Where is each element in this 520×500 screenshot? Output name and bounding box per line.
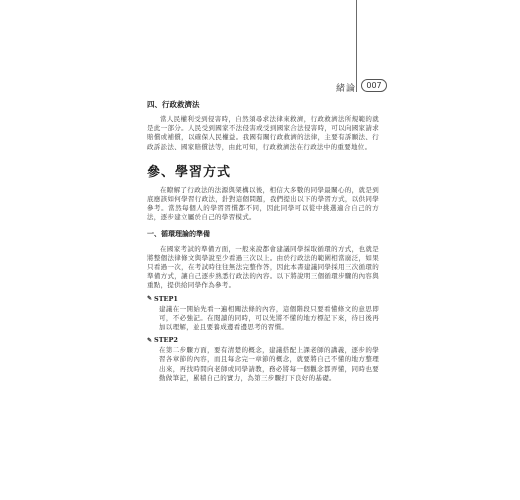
running-head: 緒論: [336, 84, 357, 94]
margin-rule: [356, 0, 357, 92]
subsection-heading-4: 四、行政救濟法: [147, 100, 200, 109]
step1-label: STEP1: [154, 294, 178, 303]
subsection-heading-1: 一、循環理論的準備: [147, 229, 210, 238]
paragraph-learning-intro: 在瞭解了行政法的法源與架構以後，相信大多數的同學最關心的，就是到底應該如何學習行政法，針對這個問題，我們提出以下的學習方式，以供同學參考。當然每個人的學習習慣都不同，因此同學可以從中挑選適合自己的方法，逐步建立屬於自己的學習模式。: [147, 185, 379, 222]
section-heading-3: 參、學習方式: [147, 164, 232, 180]
step1-paragraph: 建議在一開始先看一遍相關法條的內容，這個階段只要看懂條文的意思即可，不必強記。在閱讀的同時，可以先將不懂的地方標記下來，待日後再加以理解，並且要養成邊看邊思考的習慣。: [159, 304, 379, 332]
step1-heading: [147, 295, 379, 303]
paragraph-cycle-theory: 在國家考試的準備方面，一般來說都會建議同學採取循環的方式，也就是將整個法律條文與學說至少看過三次以上。由於行政法的範圍相當廣泛，如果只看過一次，在考試時往往無法完整作答，因此本書建議同學採用三次循環的準備方式，讓自己逐步熟悉行政法的內容。以下將說明三個循環步驟的內容與重點，提供給同學作為參考。: [147, 244, 379, 290]
page-number-badge: 007: [361, 79, 387, 92]
paragraph-administrative-relief: 當人民權利受到侵害時，自然須尋求法律來救濟，行政救濟法所規範的就是此一部分。人民受到國家不法侵害或受到國家合法侵害時，可以向國家請求賠償或補償，以確保人民權益。我國有關行政救濟的法律，主要有訴願法、行政訴訟法、國家賠償法等，由此可知，行政救濟法在行政法中的重要地位。: [147, 115, 379, 151]
step-marker-icon: ✎: [147, 295, 153, 303]
step2-heading: [147, 336, 379, 344]
step-marker-icon: ✎: [147, 336, 153, 344]
step2-paragraph: 在第二步驟方面，要有清楚的概念，建議搭配上課老師的講義，逐步的學習各章節的內容，而且每念完一章節的概念，就要將自己不懂的地方整理出來，再找時間向老師或同學請教，務必將每一個觀念都弄懂，同時也要勤做筆記，累積自己的實力，為第三步驟打下良好的基礎。: [159, 346, 379, 382]
step2-label: STEP2: [154, 336, 178, 345]
page-content: [147, 99, 379, 387]
